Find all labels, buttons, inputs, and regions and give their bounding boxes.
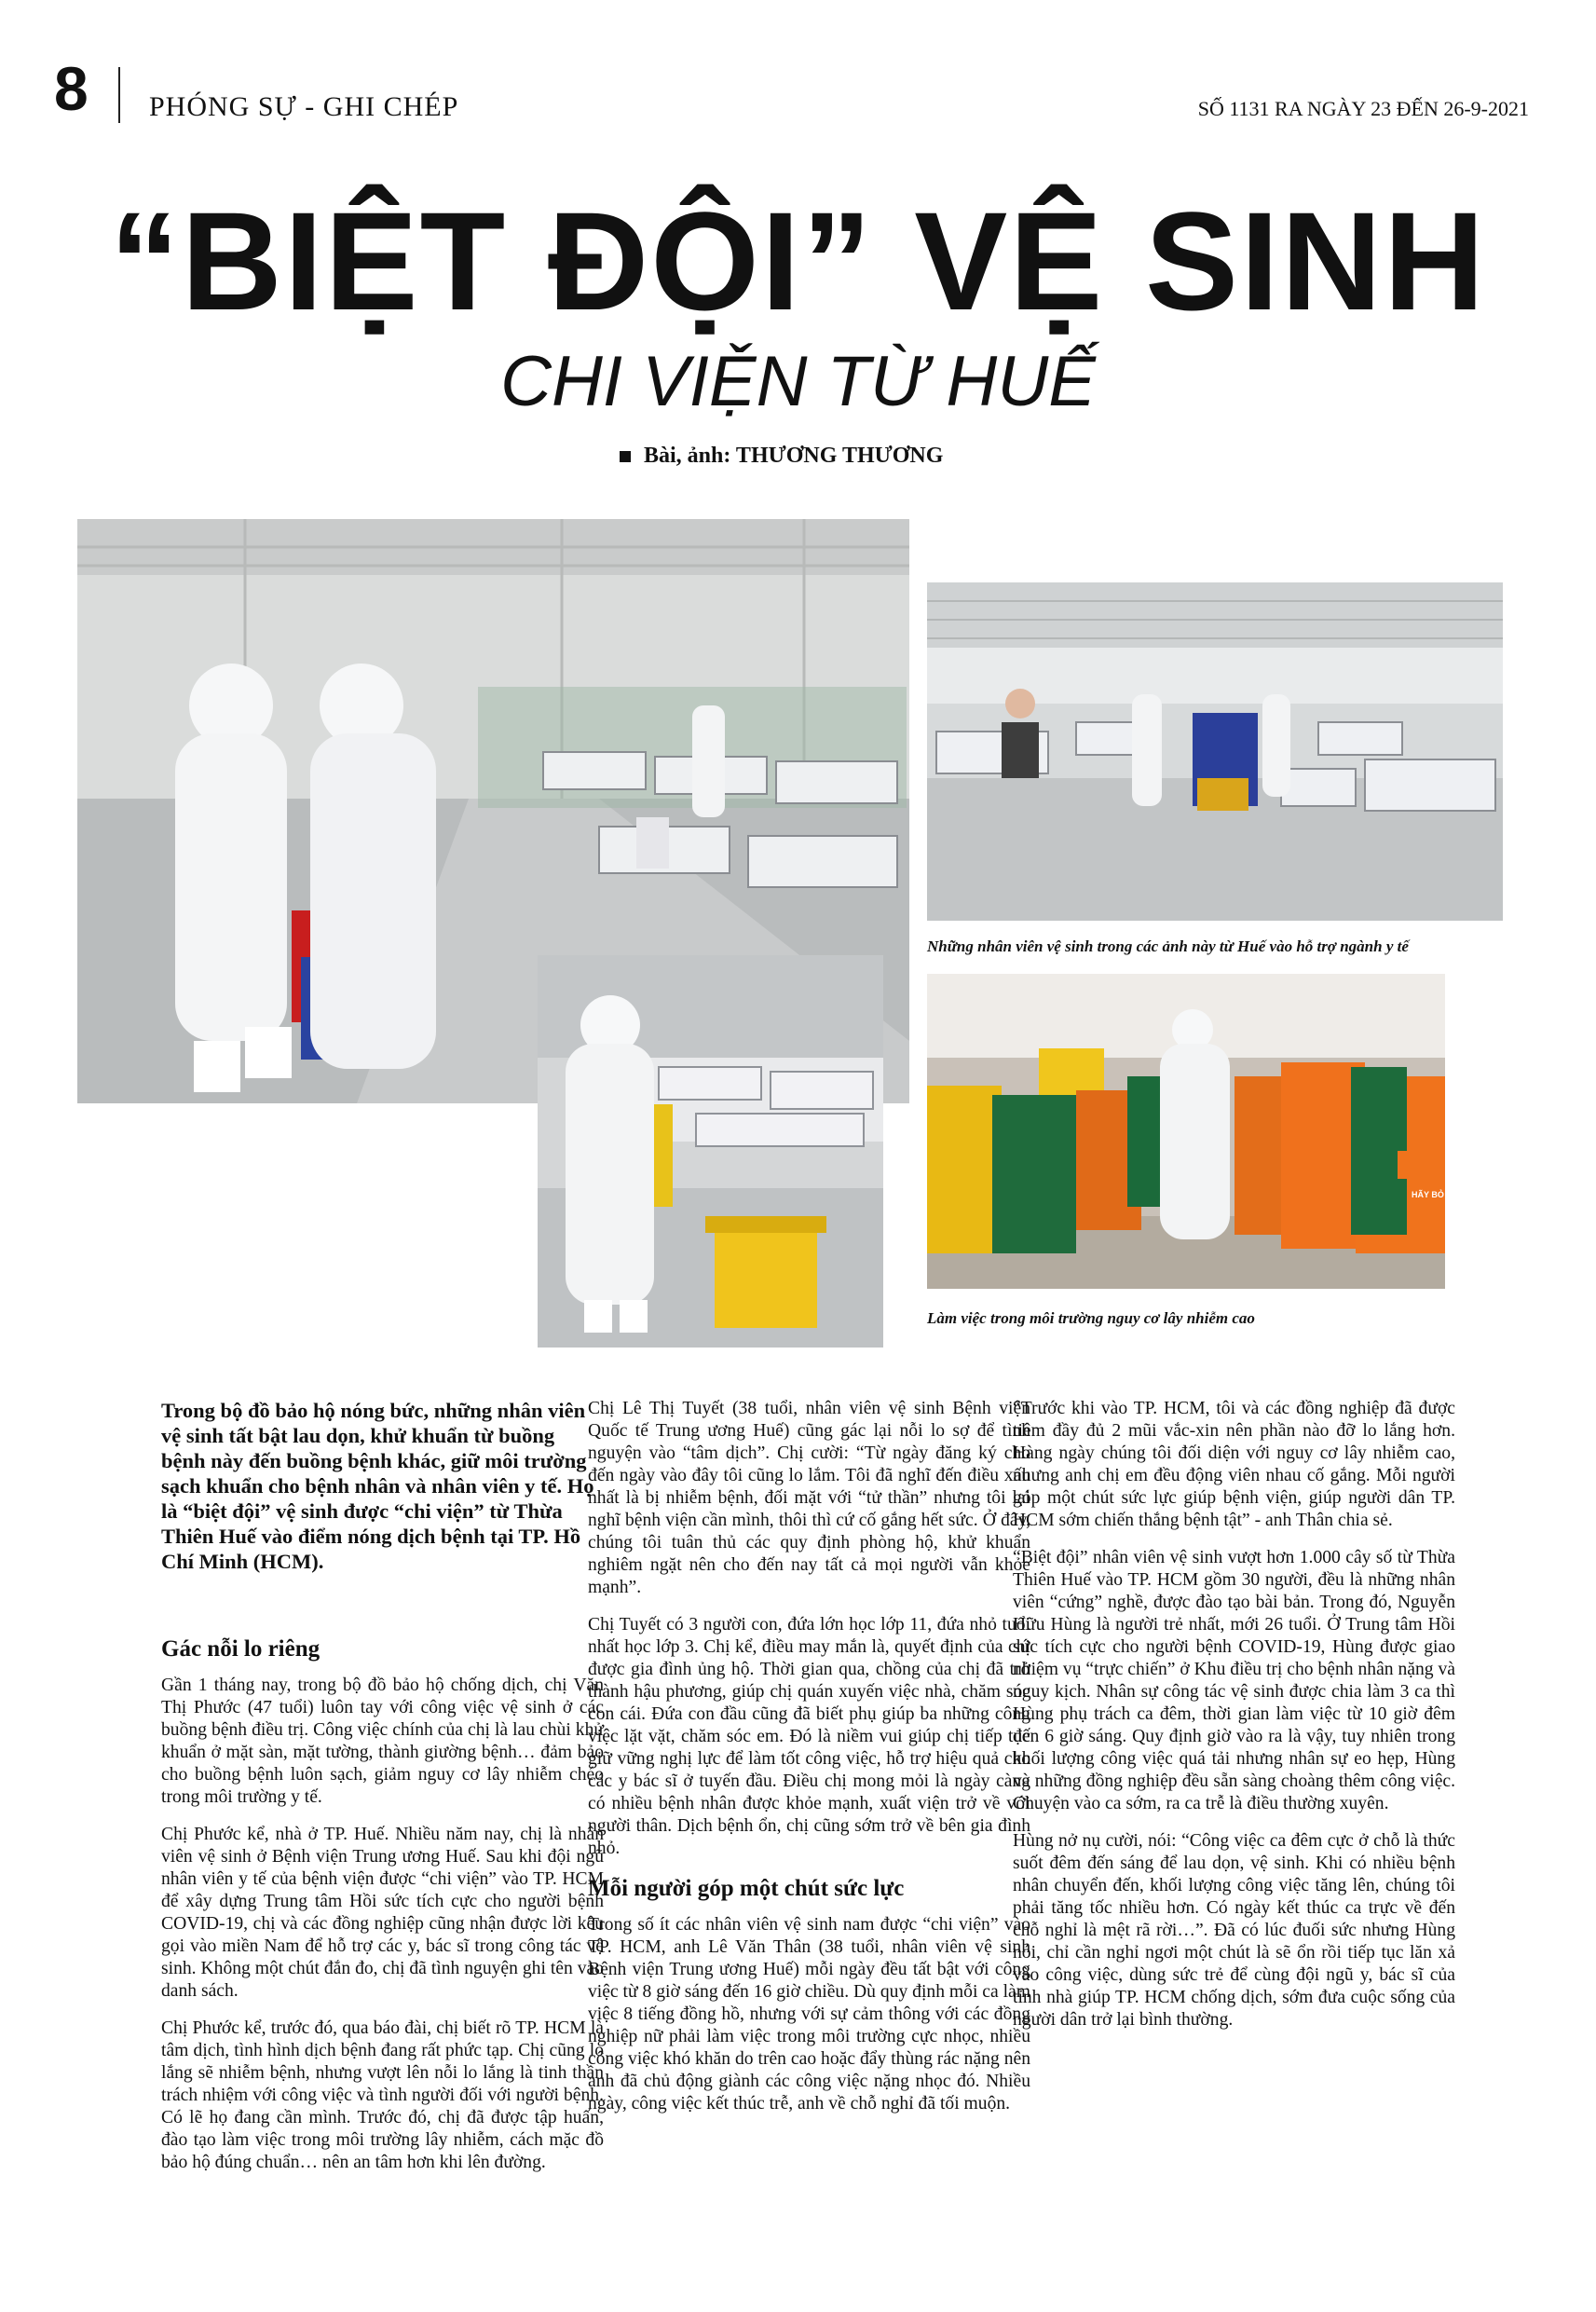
paragraph-7: “Trước khi vào TP. HCM, tôi và các đồng nghiệp đã được tiêm đầy đủ 2 mũi vắc-xin nên phần nào đỡ lo lắng hơn. Hàng ngày chúng tôi đối diện với nguy cơ lây nhiễm cao, nhưng anh chị em đều động viên nhau cố gắng. Mỗi người góp một chút sức lực giúp bệnh viện, giúp người dân TP. HCM sớm chiến thắng bệnh tật” - anh Thân chia sẻ. (1013, 1399, 1455, 1530)
caption-bottom-right: Làm việc trong môi trường nguy cơ lây nhiễm cao (927, 1309, 1255, 1327)
paragraph-5: Chị Tuyết có 3 người con, đứa lớn học lớp 11, đứa nhỏ tuổi nhất học lớp 3. Chị kể, điều may mắn là, quyết định của chị được gia đình ủng hộ. Thời gian qua, chồng của chị đã trở thành hậu phương, giúp chị quán xuyến việc nhà, chăm sóc con cái. Đứa con đầu cũng đã biết phụ giúp ba những công việc lặt vặt, chăm sóc em. Đó là niềm vui giúp chị tiếp tục giữ vững nghị lực để làm tốt công việc, hỗ trợ hiệu quả cho các y bác sĩ ở tuyến đầu. Điều chị mong mỏi là ngày càng có nhiều bệnh nhân được khỏe mạnh, xuất viện trở về với người thân. Dịch bệnh ổn, chị cũng sớm trở về bên gia đình nhỏ. (588, 1615, 1030, 1858)
lead-paragraph: Trong bộ đồ bảo hộ nóng bức, những nhân viên vệ sinh tất bật lau dọn, khử khuẩn từ buồng bệnh này đến buồng bệnh khác, giữ môi trường sạch khuẩn cho bệnh nhân và nhân viên y tế. Họ là “biệt đội” vệ sinh được “chi viện” từ Thừa Thiên Huế vào điểm nóng dịch bệnh tại TP. Hồ Chí Minh (HCM). (161, 1399, 594, 1573)
bin-label: HÃY BỎ RÁC VÀO THÙNG (1412, 1190, 1518, 1199)
paragraph-3: Chị Phước kể, trước đó, qua báo đài, chị biết rõ TP. HCM là tâm dịch, tình hình dịch bệnh đang rất phức tạp. Chị cũng lo lắng sẽ nhiễm bệnh, nhưng vượt lên nỗi lo lắng là tinh thần trách nhiệm với công việc và tình người đối với người bệnh. Có lẽ họ đang cần mình. Trước đó, chị đã được tập huấn, đào tạo làm việc trong môi trường lây nhiễm, cách mặc đồ bảo hộ đúng chuẩn… nên an tâm hơn khi lên đường. (161, 2018, 604, 2172)
article-title: “BIỆT ĐỘI” VỆ SINH (109, 183, 1487, 339)
section-title: PHÓNG SỰ - GHI CHÉP (149, 91, 459, 122)
paragraph-8: “Biệt đội” nhân viên vệ sinh vượt hơn 1.000 cây số từ Thừa Thiên Huế vào TP. HCM gồm 30 người, đều là những nhân viên “cứng” nghề, được đào tạo bài bản. Trong đó, Nguyễn Hữu Hùng là người trẻ nhất, mới 26 tuổi. Ở Trung tâm Hồi sức tích cực cho người bệnh COVID-19, Hùng được giao nhiệm vụ “trực chiến” ở Khu điều trị cho bệnh nhân nặng và nguy kịch. Nhân sự công tác vệ sinh được chia làm 3 ca thì Hùng phụ trách ca đêm, thời gian làm việc từ 10 giờ đêm đến 6 giờ sáng. Quy định giờ vào ra là vậy, tuy nhiên trong khối lượng công việc quá tải nhưng nhân sự eo hẹp, Hùng và những đồng nghiệp đều sẵn sàng choàng thêm công việc. Chuyện vào ca sớm, ra ca trễ là điều thường xuyên. (1013, 1548, 1455, 1813)
photo-waste-bins (927, 974, 1518, 1289)
subhead-2: Mỗi người góp một chút sức lực (588, 1876, 905, 1901)
byline-bullet-icon (620, 451, 631, 462)
paragraph-9: Hùng nở nụ cười, nói: “Công việc ca đêm cực ở chỗ là thức suốt đêm đến sáng để lau dọn, vệ sinh. Khi có nhiều bệnh nhân chuyển đến, khối lượng công việc tăng lên, chúng tôi phải tăng tốc nhiều hơn. Có ngày kết thúc ca trực về đến chỗ nghỉ là mệt rã rời…”. Đã có lúc đuối sức nhưng Hùng nói, chỉ cần nghỉ ngơi một chút là sẽ ổn rồi tiếp tục lăn xả vào công việc, dùng sức trẻ để cùng đội ngũ y, bác sĩ của tỉnh nhà giúp TP. HCM chống dịch, sớm đưa cuộc sống của người dân trở lại bình thường. (1013, 1831, 1455, 2030)
page-number: 8 (54, 54, 89, 123)
column-2 (588, 1398, 1030, 2130)
byline (620, 444, 943, 469)
paragraph-2: Chị Phước kể, nhà ở TP. Huế. Nhiều năm nay, chị là nhân viên vệ sinh ở Bệnh viện Trung ương Huế. Sau khi đội ngũ nhân viên y tế của bệnh viện được “chi viện” vào TP. HCM để xây dựng Trung tâm Hồi sức tích cực cho người bệnh COVID-19, chị và các đồng nghiệp cũng nhận được lời kêu gọi vào miền Nam để hỗ trợ các y, bác sĩ trong công tác vệ sinh. Không một chút đắn đo, chị đã tình nguyện ghi tên vào danh sách. (161, 1825, 604, 2001)
paragraph-1: Gần 1 tháng nay, trong bộ đồ bảo hộ chống dịch, chị Văn Thị Phước (47 tuổi) luôn tay với công việc vệ sinh ở các buồng bệnh điều trị. Công việc chính của chị là lau chùi khử khuẩn ở mặt sàn, mặt tường, thành giường bệnh… đảm bảo cho buồng bệnh luôn sạch, giảm nguy cơ lây nhiễm chéo trong môi trường y tế. (161, 1676, 604, 1807)
byline-text: Bài, ảnh: THƯƠNG THƯƠNG (644, 444, 944, 468)
paragraph-6: Trong số ít các nhân viên vệ sinh nam được “chi viện” vào TP. HCM, anh Lê Văn Thân (38 tuổi, nhân viên vệ sinh Bệnh viện Trung ương Huế) mỗi ngày đều tất bật với công việc từ 8 giờ sáng đến 16 giờ chiều. Dù quy định mỗi ca làm việc 8 tiếng đồng hồ, nhưng với sự cảm thông với các đồng nghiệp nữ phải làm việc trong môi trường cực nhọc, nhiều công việc khó khăn do trên cao hoặc đẩy thùng rác nặng nên anh đã chủ động giành các công việc nặng nhọc đó. Nhiều ngày, công việc kết thúc trễ, anh về chỗ nghỉ đã tối muộn. (588, 1915, 1030, 2114)
paragraph-4: Chị Lê Thị Tuyết (38 tuổi, nhân viên vệ sinh Bệnh viện Quốc tế Trung ương Huế) cũng gác lại nỗi lo sợ để tình nguyện vào “tâm dịch”. Chị cười: “Từ ngày đăng ký cho đến ngày vào đây tôi cũng lo lắm. Tôi đã nghĩ đến điều xấu nhất là bị nhiễm bệnh, đối mặt với “tử thần” nhưng tôi lại nghĩ bệnh viện cần mình, thôi thì cứ cố gắng hết sức. Ở đây, chúng tôi tuân thủ các quy định phòng hộ, khử khuẩn nghiêm ngặt nên cho đến nay tất cả mọi người vẫn khỏe mạnh”. (588, 1399, 1030, 1597)
photo-worker-yellow-bins (538, 955, 883, 1348)
column-1 (161, 1398, 604, 2189)
column-3 (1013, 1398, 1455, 2046)
caption-top-right: Những nhân viên vệ sinh trong các ảnh này từ Huế vào hỗ trợ ngành y tế (927, 937, 1409, 955)
issue-info: SỐ 1131 RA NGÀY 23 ĐẾN 26-9-2021 (1197, 97, 1529, 120)
article-subtitle: CHI VIỆN TỪ HUẾ (500, 342, 1096, 421)
subhead-1: Gác nỗi lo riêng (161, 1636, 321, 1662)
photo-ward-overview (927, 582, 1503, 921)
header-divider (118, 67, 120, 123)
